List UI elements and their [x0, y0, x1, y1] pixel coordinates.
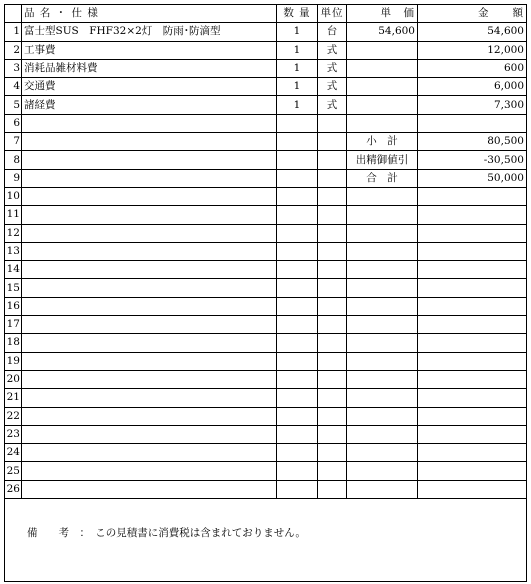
- item-unit: [318, 242, 347, 260]
- row-number: 2: [5, 41, 22, 59]
- item-amount: 12,000: [418, 41, 527, 59]
- table-row: [5, 59, 526, 77]
- item-unit: [318, 114, 347, 132]
- item-qty: [277, 389, 318, 407]
- remarks-text: 備 考 ： この見積書に消費税は含まれておりません。: [27, 527, 306, 539]
- row-number: 14: [5, 261, 22, 279]
- item-unit: [318, 187, 347, 205]
- item-name: 交通費: [22, 78, 277, 96]
- table-row: [5, 334, 526, 352]
- item-name: [22, 316, 277, 334]
- item-price: [347, 480, 418, 498]
- item-unit: [318, 316, 347, 334]
- item-amount: [418, 316, 527, 334]
- item-amount: -30,500: [418, 151, 527, 169]
- item-qty: [277, 334, 318, 352]
- row-number: 22: [5, 407, 22, 425]
- item-qty: [277, 480, 318, 498]
- item-unit: 式: [318, 78, 347, 96]
- item-price: [347, 242, 418, 260]
- item-qty: [277, 316, 318, 334]
- row-number: 18: [5, 334, 22, 352]
- item-name: [22, 407, 277, 425]
- table-row: [5, 169, 526, 187]
- item-amount: [418, 389, 527, 407]
- row-number: 9: [5, 169, 22, 187]
- table-row: [5, 41, 526, 59]
- item-price: [347, 187, 418, 205]
- item-qty: [277, 444, 318, 462]
- item-amount: 54,600: [418, 23, 527, 41]
- item-qty: 1: [277, 23, 318, 41]
- item-price: [347, 96, 418, 114]
- item-unit: 台: [318, 23, 347, 41]
- row-number: 12: [5, 224, 22, 242]
- item-price: [347, 114, 418, 132]
- table-row: [5, 352, 526, 370]
- item-name: [22, 187, 277, 205]
- item-amount: [418, 242, 527, 260]
- item-qty: 1: [277, 96, 318, 114]
- remarks-section: [5, 519, 526, 581]
- item-price: [347, 206, 418, 224]
- item-unit: [318, 224, 347, 242]
- item-amount: [418, 334, 527, 352]
- table-row: [5, 297, 526, 315]
- item-price: [347, 425, 418, 443]
- item-name: [22, 224, 277, 242]
- item-price: [347, 297, 418, 315]
- item-amount: [418, 206, 527, 224]
- table-row: [5, 23, 526, 41]
- item-qty: 1: [277, 78, 318, 96]
- item-qty: 1: [277, 41, 318, 59]
- table-row: [5, 389, 526, 407]
- item-qty: [277, 370, 318, 388]
- item-qty: [277, 151, 318, 169]
- item-price: [347, 224, 418, 242]
- item-price: 54,600: [347, 23, 418, 41]
- item-price: [347, 389, 418, 407]
- header-amount: 金 額: [418, 5, 527, 23]
- item-name: [22, 444, 277, 462]
- item-price: [347, 316, 418, 334]
- item-unit: [318, 334, 347, 352]
- item-qty: [277, 352, 318, 370]
- table-row: [5, 242, 526, 260]
- item-name: [22, 334, 277, 352]
- item-unit: 式: [318, 41, 347, 59]
- item-amount: 80,500: [418, 133, 527, 151]
- row-number: 26: [5, 480, 22, 498]
- item-unit: [318, 425, 347, 443]
- table-row: [5, 316, 526, 334]
- row-number: 10: [5, 187, 22, 205]
- table-row: [5, 261, 526, 279]
- table-row: [5, 444, 526, 462]
- item-qty: [277, 279, 318, 297]
- item-price: [347, 462, 418, 480]
- item-amount: [418, 480, 527, 498]
- estimate-sheet: [4, 4, 527, 582]
- table-row: [5, 133, 526, 151]
- item-amount: [418, 444, 527, 462]
- item-price: [347, 279, 418, 297]
- estimate-table: [5, 5, 526, 499]
- table-row: [5, 480, 526, 498]
- item-name: [22, 169, 277, 187]
- item-unit: [318, 206, 347, 224]
- item-qty: [277, 169, 318, 187]
- table-row: [5, 370, 526, 388]
- item-amount: [418, 370, 527, 388]
- item-unit: [318, 444, 347, 462]
- item-name: 消耗品雑材料費: [22, 59, 277, 77]
- item-unit: [318, 297, 347, 315]
- table-row: [5, 224, 526, 242]
- item-unit: [318, 370, 347, 388]
- item-amount: 600: [418, 59, 527, 77]
- item-qty: [277, 187, 318, 205]
- item-amount: [418, 425, 527, 443]
- item-qty: [277, 206, 318, 224]
- item-amount: [418, 407, 527, 425]
- item-name: [22, 133, 277, 151]
- table-row: [5, 114, 526, 132]
- item-name: [22, 206, 277, 224]
- table-row: [5, 187, 526, 205]
- item-name: [22, 389, 277, 407]
- item-name: [22, 352, 277, 370]
- table-row: [5, 425, 526, 443]
- row-number: 6: [5, 114, 22, 132]
- item-unit: 式: [318, 96, 347, 114]
- row-number: 4: [5, 78, 22, 96]
- header-qty: 数 量: [277, 5, 318, 23]
- item-unit: [318, 169, 347, 187]
- item-name: [22, 114, 277, 132]
- item-name: 諸経費: [22, 96, 277, 114]
- item-unit: [318, 133, 347, 151]
- table-row: [5, 462, 526, 480]
- item-name: [22, 279, 277, 297]
- item-amount: [418, 279, 527, 297]
- item-price: 出精御値引: [347, 151, 418, 169]
- row-number: 20: [5, 370, 22, 388]
- item-qty: [277, 242, 318, 260]
- table-row: [5, 206, 526, 224]
- item-amount: [418, 261, 527, 279]
- item-unit: [318, 352, 347, 370]
- item-qty: [277, 114, 318, 132]
- item-unit: [318, 480, 347, 498]
- item-qty: [277, 462, 318, 480]
- item-unit: [318, 151, 347, 169]
- item-name: [22, 297, 277, 315]
- item-qty: [277, 133, 318, 151]
- item-qty: [277, 407, 318, 425]
- item-qty: [277, 425, 318, 443]
- row-number: 25: [5, 462, 22, 480]
- item-price: [347, 261, 418, 279]
- item-qty: [277, 224, 318, 242]
- row-number: 24: [5, 444, 22, 462]
- item-unit: [318, 279, 347, 297]
- row-number: 7: [5, 133, 22, 151]
- item-unit: [318, 261, 347, 279]
- table-row: [5, 151, 526, 169]
- item-price: [347, 444, 418, 462]
- item-price: 合 計: [347, 169, 418, 187]
- item-amount: [418, 462, 527, 480]
- table-row: [5, 279, 526, 297]
- item-name: [22, 425, 277, 443]
- table-row: [5, 407, 526, 425]
- item-price: [347, 41, 418, 59]
- item-price: 小 計: [347, 133, 418, 151]
- item-amount: [418, 352, 527, 370]
- row-number: 8: [5, 151, 22, 169]
- item-price: [347, 370, 418, 388]
- row-number: 11: [5, 206, 22, 224]
- item-name: 工事費: [22, 41, 277, 59]
- table-row: [5, 96, 526, 114]
- item-unit: [318, 462, 347, 480]
- item-amount: 50,000: [418, 169, 527, 187]
- item-unit: [318, 389, 347, 407]
- item-unit: [318, 407, 347, 425]
- header-name: 品 名 ・ 仕 様: [22, 5, 277, 23]
- row-number: 16: [5, 297, 22, 315]
- item-name: 富士型SUS FHF32×2灯 防雨･防滴型: [22, 23, 277, 41]
- item-amount: [418, 224, 527, 242]
- row-number: 15: [5, 279, 22, 297]
- row-number: 17: [5, 316, 22, 334]
- item-name: [22, 480, 277, 498]
- table-row: [5, 78, 526, 96]
- row-number: 21: [5, 389, 22, 407]
- item-qty: [277, 297, 318, 315]
- row-number: 3: [5, 59, 22, 77]
- item-price: [347, 334, 418, 352]
- header-price: 単 価: [347, 5, 418, 23]
- item-amount: [418, 187, 527, 205]
- item-amount: [418, 114, 527, 132]
- item-amount: 6,000: [418, 78, 527, 96]
- row-number: 13: [5, 242, 22, 260]
- row-number: 1: [5, 23, 22, 41]
- item-unit: 式: [318, 59, 347, 77]
- item-price: [347, 407, 418, 425]
- header-unit: 単位: [318, 5, 347, 23]
- item-price: [347, 78, 418, 96]
- row-number: 5: [5, 96, 22, 114]
- item-amount: [418, 297, 527, 315]
- item-name: [22, 462, 277, 480]
- header-row: [5, 5, 526, 23]
- item-name: [22, 242, 277, 260]
- item-qty: [277, 261, 318, 279]
- item-price: [347, 59, 418, 77]
- header-no: [5, 5, 22, 23]
- item-name: [22, 370, 277, 388]
- row-number: 23: [5, 425, 22, 443]
- item-amount: 7,300: [418, 96, 527, 114]
- item-name: [22, 151, 277, 169]
- item-name: [22, 261, 277, 279]
- item-qty: 1: [277, 59, 318, 77]
- item-price: [347, 352, 418, 370]
- row-number: 19: [5, 352, 22, 370]
